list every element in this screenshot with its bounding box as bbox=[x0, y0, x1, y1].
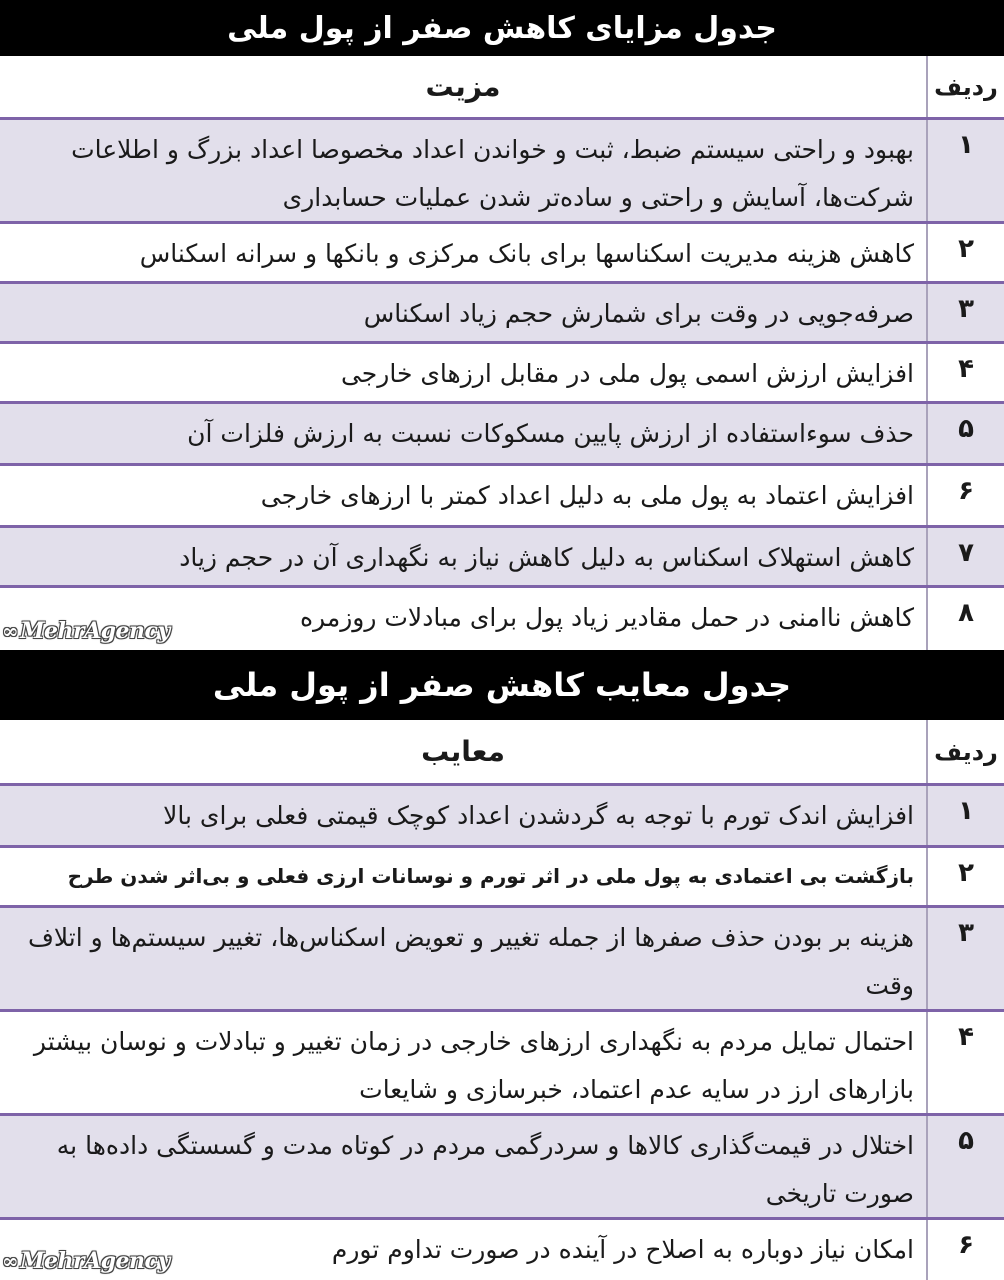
header-text-label: معایب bbox=[421, 734, 505, 768]
header-text-label: مزیت bbox=[425, 69, 501, 103]
row-number: ۵ bbox=[926, 404, 1004, 463]
header-num-label: ردیف bbox=[926, 56, 1004, 117]
row-number: ۴ bbox=[926, 1012, 1004, 1113]
table-row bbox=[0, 466, 1004, 528]
row-text: کاهش استهلاک اسکناس به دلیل کاهش نیاز به نگهداری آن در حجم زیاد bbox=[179, 543, 914, 572]
row-number: ۳ bbox=[926, 284, 1004, 341]
table-row bbox=[0, 224, 1004, 284]
table-row bbox=[0, 908, 1004, 1012]
row-number: ۱ bbox=[926, 786, 1004, 845]
row-number: ۶ bbox=[926, 466, 1004, 525]
watermark-text: MehrAgency bbox=[20, 618, 170, 644]
table-row bbox=[0, 284, 1004, 344]
row-text: احتمال تمایل مردم به نگهداری ارزهای خارجی در زمان تغییر و تبادلات و نوسان بیشتر بازارهای ارز در سایه عدم اعتماد، خبرسازی و شایعات bbox=[33, 1027, 914, 1104]
link-icon: ∞ bbox=[2, 1249, 19, 1273]
row-text: کاهش ناامنی در حمل مقادیر زیاد پول برای مبادلات روزمره bbox=[299, 603, 914, 632]
row-text: بهبود و راحتی سیستم ضبط، ثبت و خواندن اعداد مخصوصا اعداد بزرگ و اطلاعات شرکت‌ها، آسایش و راحتی و ساده‌تر شدن عملیات حسابداری bbox=[71, 135, 914, 212]
table-row bbox=[0, 1012, 1004, 1116]
row-text: صرفه‌جویی در وقت برای شمارش حجم زیاد اسکناس bbox=[363, 299, 914, 328]
row-number: ۸ bbox=[926, 588, 1004, 650]
header-num-label: ردیف bbox=[926, 720, 1004, 783]
row-text: افزایش ارزش اسمی پول ملی در مقابل ارزهای خارجی bbox=[340, 359, 914, 388]
row-number: ۳ bbox=[926, 908, 1004, 1009]
row-number: ۲ bbox=[926, 224, 1004, 281]
row-text: اختلال در قیمت‌گذاری کالاها و سردرگمی مردم در کوتاه مدت و گسستگی داده‌ها به صورت تاریخی bbox=[56, 1131, 914, 1208]
table-row bbox=[0, 120, 1004, 224]
table-row bbox=[0, 1116, 1004, 1220]
row-text: حذف سوءاستفاده از ارزش پایین مسکوکات نسبت به ارزش فلزات آن bbox=[187, 419, 914, 448]
table-row bbox=[0, 528, 1004, 588]
row-number: ۵ bbox=[926, 1116, 1004, 1217]
watermark-text: MehrAgency bbox=[20, 1248, 170, 1274]
watermark-logo bbox=[2, 618, 170, 644]
row-number: ۱ bbox=[926, 120, 1004, 221]
table-row bbox=[0, 344, 1004, 404]
row-text: کاهش هزینه مدیریت اسکناسها برای بانک مرکزی و بانکها و سرانه اسکناس bbox=[139, 239, 914, 268]
row-number: ۶ bbox=[926, 1220, 1004, 1280]
disadvantages-title: جدول معایب کاهش صفر از پول ملی bbox=[0, 650, 1004, 720]
table-row bbox=[0, 404, 1004, 466]
row-text: افزایش اعتماد به پول ملی به دلیل اعداد کمتر با ارزهای خارجی bbox=[260, 481, 914, 510]
advantages-title: جدول مزایای کاهش صفر از پول ملی bbox=[0, 0, 1004, 56]
watermark-logo bbox=[2, 1248, 170, 1274]
table-row bbox=[0, 786, 1004, 848]
row-text: امکان نیاز دوباره به اصلاح در آینده در صورت تداوم تورم bbox=[331, 1235, 914, 1264]
row-number: ۲ bbox=[926, 848, 1004, 905]
link-icon: ∞ bbox=[2, 619, 19, 643]
advantages-header-row bbox=[0, 56, 1004, 120]
row-text: بازگشت بی اعتمادی به پول ملی در اثر تورم و نوسانات ارزی فعلی و بی‌اثر شدن طرح bbox=[67, 864, 914, 888]
row-number: ۴ bbox=[926, 344, 1004, 401]
row-text: هزینه بر بودن حذف صفرها از جمله تغییر و تعویض اسکناس‌ها، تغییر سیستم‌ها و اتلاف وقت bbox=[27, 923, 914, 1000]
disadvantages-header-row bbox=[0, 720, 1004, 786]
row-text: افزایش اندک تورم با توجه به گردشدن اعداد کوچک قیمتی فعلی برای بالا bbox=[163, 801, 914, 830]
table-row bbox=[0, 848, 1004, 908]
row-number: ۷ bbox=[926, 528, 1004, 585]
